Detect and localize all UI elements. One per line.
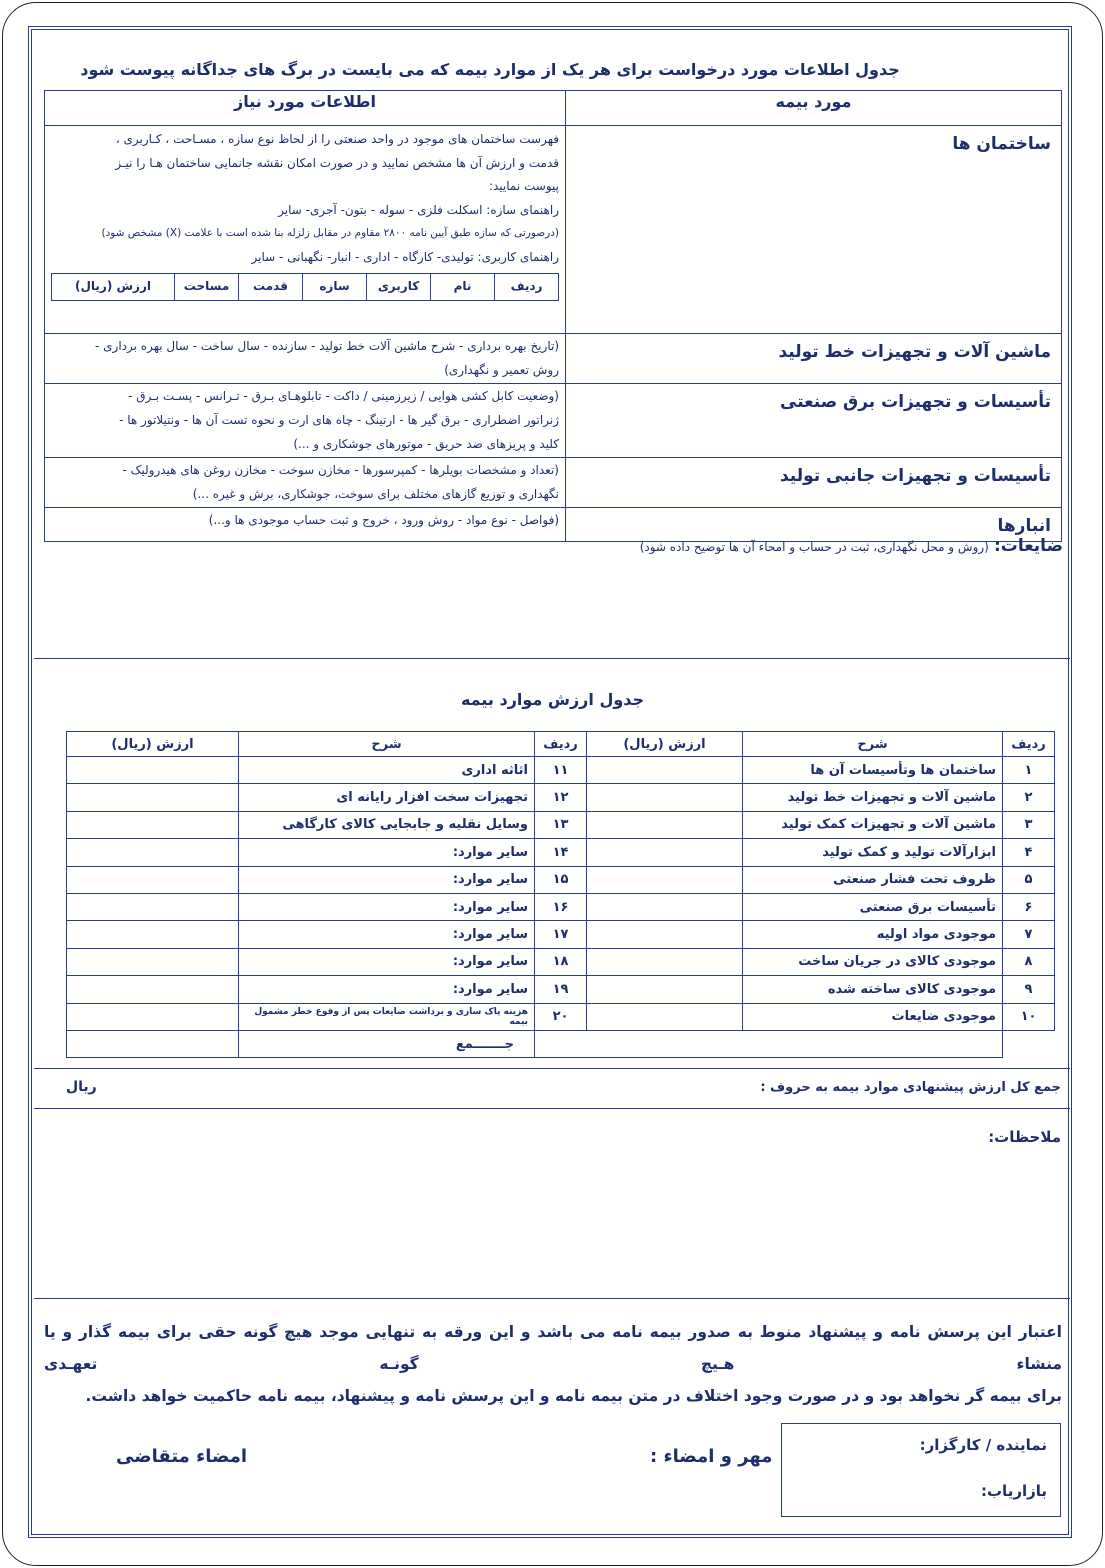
buildings-subtable [51,273,559,301]
table-row [67,1003,1055,1030]
row-description: ظروف تحت فشار صنعتی [743,866,1003,893]
row-description: اثاثه اداری [239,757,535,784]
row-number: ۴ [1003,839,1055,866]
row-description: هزینه پاک سازی و برداشت ضایعات پس از وقوع خطر مشمول بیمه [239,1003,535,1030]
row-number: ۱۳ [535,811,587,838]
row-description: سایر موارد: [239,866,535,893]
row-number: ۳ [1003,811,1055,838]
row-number: ۱۸ [535,948,587,975]
sub-col-area: مساحت [175,274,239,301]
total-value-cell[interactable] [67,1030,239,1057]
row-value[interactable] [587,784,743,811]
row-number: ۸ [1003,948,1055,975]
col-info-header: اطلاعات مورد نیاز [45,91,566,126]
info-line: پیوست نمایید: [488,179,559,193]
row-description: سایر موارد: [239,921,535,948]
form-title: جدول اطلاعات مورد درخواست برای هر یک از موارد بیمه که می بایست در برگ های جداگانه پیوست شود [80,60,900,79]
row-value[interactable] [67,811,239,838]
row-description: موجودی کالای ساخته شده [743,976,1003,1003]
row-number: ۱۶ [535,893,587,920]
row-number: ۱۲ [535,784,587,811]
disclaimer-line: اعتبار این پرسش نامه و پیشنهاد منوط به صدور بیمه نامه می باشد و این ورقه به تنهایی موجد هیچ گونه حقی برای بیمه گذار و یا منشاء هـیچ گونـه تعهـدی [44,1323,1062,1373]
sub-col-age: قدمت [239,274,303,301]
info-line: روش تعمیر و نگهداری) [444,363,559,377]
row-value[interactable] [67,893,239,920]
row-description: تأسیسات برق صنعتی [743,893,1003,920]
row-value[interactable] [67,839,239,866]
info-line: کلید و پریزهای ضد حریق - موتورهای جوشکاری و ...) [293,437,559,451]
divider [34,658,1070,659]
row-value[interactable] [67,866,239,893]
row-value[interactable] [587,811,743,838]
row-value[interactable] [587,976,743,1003]
info-line: راهنمای کاربری: تولیدی- کارگاه - اداری - انبار- نگهبانی - سایر [251,249,559,264]
disclaimer-line: برای بیمه گر نخواهد بود و در صورت وجود اختلاف در متن بیمه نامه و این پرسش نامه و پیشنهاد، بیمه نامه حاکمیت خواهد داشت. [85,1387,1062,1405]
row-value[interactable] [67,757,239,784]
row-number: ۱ [1003,757,1055,784]
total-label: جـــــــمع [239,1030,535,1057]
notes-label: ملاحظات: [988,1128,1061,1146]
row-value[interactable] [587,1003,743,1030]
row-description: موجودی کالای در جریان ساخت [743,948,1003,975]
info-line: راهنمای سازه: اسکلت فلزی - سوله - بتون- آجری- سایر [278,202,559,217]
row-value[interactable] [67,1003,239,1030]
table-row [67,811,1055,838]
row-number: ۱۵ [535,866,587,893]
row-number: ۲ [1003,784,1055,811]
divider [34,1068,1070,1069]
row-number: ۷ [1003,921,1055,948]
cat-auxiliary: تأسیسات و تجهیزات جانبی تولید [566,458,1062,508]
sub-col-structure: سازه [303,274,367,301]
header-sharh: شرح [239,732,535,757]
row-description: ماشین آلات و تجهیزات کمک تولید [743,811,1003,838]
header-arzesh: ارزش (ریال) [587,732,743,757]
cat-warehouses: انبارها [566,508,1062,542]
row-value[interactable] [587,757,743,784]
col-insured-header: مورد بیمه [566,91,1062,126]
table-row [67,757,1055,784]
row-number: ۱۷ [535,921,587,948]
row-value[interactable] [67,948,239,975]
row-number: ۵ [1003,866,1055,893]
header-sharh: شرح [743,732,1003,757]
total-words-label: جمع کل ارزش پیشنهادی موارد بیمه به حروف : [760,1080,1061,1095]
table-row [67,921,1055,948]
cat-electrical: تأسیسات و تجهیزات برق صنعتی [566,384,1062,458]
info-line: (درصورتی که سازه طبق آیین نامه ۲۸۰۰ مقاوم در مقابل زلزله بنا شده است با علامت (X) مشخص شود) [101,227,559,239]
header-radif: ردیف [535,732,587,757]
values-table [66,731,1055,1058]
row-value[interactable] [587,921,743,948]
marketer-label: بازاریاب: [980,1482,1047,1500]
cat-machinery: ماشین آلات و تجهیزات خط تولید [566,334,1062,384]
values-table-title: جدول ارزش موارد بیمه [460,690,645,709]
info-line: نگهداری و توزیع گازهای مختلف برای سوخت، جوشکاری، برش و غیره ...) [192,487,559,501]
row-number: ۱۹ [535,976,587,1003]
waste-note: (روش و محل نگهداری، ثبت در حساب و امحاء آن ها توضیح داده شود) [639,540,989,554]
divider [34,1108,1070,1109]
disclaimer [44,1316,1062,1412]
row-number: ۱۰ [1003,1003,1055,1030]
applicant-signature-label: امضاء متقاضی [116,1446,248,1467]
row-description: تجهیزات سخت افزار رایانه ای [239,784,535,811]
header-radif: ردیف [1003,732,1055,757]
table-row [67,866,1055,893]
waste-label: ضایعات: [993,536,1063,556]
row-description: سایر موارد: [239,839,535,866]
sub-col-value: ارزش (ریال) [52,274,175,301]
row-number: ۱۴ [535,839,587,866]
row-description: ماشین آلات و تجهیزات خط تولید [743,784,1003,811]
row-description: سایر موارد: [239,893,535,920]
required-info-table [44,90,1062,542]
row-value[interactable] [67,784,239,811]
row-value[interactable] [587,948,743,975]
row-description: سایر موارد: [239,976,535,1003]
info-line: ژنراتور اضطراری - برق گیر ها - ارتینگ - چاه های ارت و نحوه تست آن ها - ونتیلاتور ها - [119,413,559,427]
table-row [67,948,1055,975]
sub-col-name: نام [431,274,495,301]
table-row [67,784,1055,811]
row-description: ساختمان ها وتأسیسات آن ها [743,757,1003,784]
table-row [67,839,1055,866]
row-description: وسایل نقلیه و جابجایی کالای کارگاهی [239,811,535,838]
info-line: فهرست ساختمان های موجود در واحد صنعتی را از لحاظ نوع سازه ، مسـاحت ، کـاربری ، [115,132,559,146]
header-arzesh: ارزش (ریال) [67,732,239,757]
waste-section [43,536,1063,556]
row-value[interactable] [67,976,239,1003]
info-line: (وضعیت کابل کشی هوایی / زیرزمینی / داکت - تابلوهـای بـرق - تـرانس - پسـت بـرق - [128,389,559,403]
row-description: موجودی ضایعات [743,1003,1003,1030]
row-value[interactable] [67,921,239,948]
row-number: ۲۰ [535,1003,587,1030]
row-value[interactable] [587,893,743,920]
info-line: (تعداد و مشخصات بویلرها - کمپرسورها - مخازن سوخت - مخازن روغن های هیدرولیک - [122,463,559,477]
cat-buildings: ساختمان ها [566,126,1062,334]
agent-label: نماینده / کارگزار: [919,1436,1047,1454]
row-value[interactable] [587,866,743,893]
row-number: ۱۱ [535,757,587,784]
table-row [67,893,1055,920]
info-line: (فواصل - نوع مواد - روش ورود ، خروج و ثبت حساب موجودی ها و...) [208,513,559,527]
info-line: (تاریخ بهره برداری - شرح ماشین آلات خط تولید - سازنده - سال ساخت - سال بهره برداری - [95,339,559,353]
total-words-unit: ریال [66,1079,97,1095]
row-number: ۹ [1003,976,1055,1003]
stamp-signature-label: مهر و امضاء : [650,1446,773,1467]
table-row [67,976,1055,1003]
sub-col-radif: ردیف [495,274,559,301]
info-line: قدمت و ارزش آن ها مشخص نمایید و در صورت امکان نقشه جانمایی ساختمان هـا را نیـز [115,155,559,170]
row-value[interactable] [587,839,743,866]
row-description: سایر موارد: [239,948,535,975]
divider [34,1298,1070,1299]
row-description: موجودی مواد اولیه [743,921,1003,948]
row-description: ابزارآلات تولید و کمک تولید [743,839,1003,866]
sub-col-usage: کاربری [367,274,431,301]
row-number: ۶ [1003,893,1055,920]
